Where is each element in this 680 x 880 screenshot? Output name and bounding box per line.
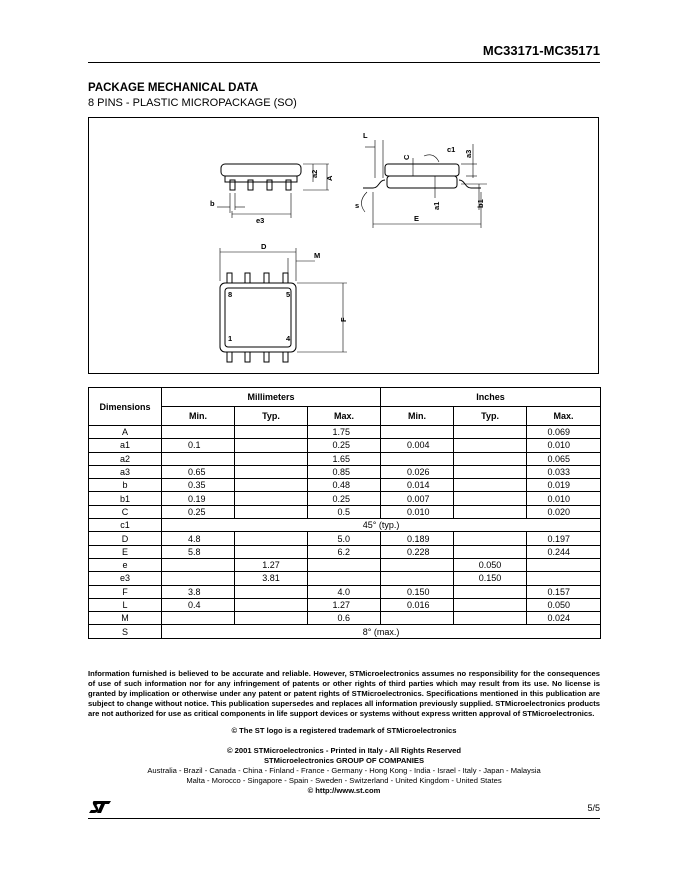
table-row	[89, 598, 601, 611]
value-cell-mm-max	[308, 572, 381, 585]
subheader-mm-min: Min.	[162, 407, 235, 426]
label-pin5: 5	[286, 290, 291, 299]
value-cell-in-typ	[454, 439, 527, 452]
dimension-cell: A	[89, 426, 162, 439]
value-cell-mm-max: 0.25	[308, 439, 381, 452]
value-cell-in-max: 0.065	[527, 452, 601, 465]
dimension-cell: S	[89, 625, 162, 638]
label-e3: e3	[256, 216, 265, 225]
dimension-cell: e3	[89, 572, 162, 585]
value-cell-mm-min: 5.8	[162, 545, 235, 558]
value-cell-in-min: 0.026	[381, 465, 454, 478]
table-row	[89, 585, 601, 598]
label-c1: c1	[447, 145, 456, 154]
value-cell-in-min	[381, 612, 454, 625]
value-cell-mm-min	[162, 612, 235, 625]
value-cell-mm-typ	[235, 426, 308, 439]
value-cell-in-typ	[454, 426, 527, 439]
value-cell-in-max: 0.020	[527, 505, 601, 518]
label-A: A	[325, 175, 334, 181]
value-cell-mm-min	[162, 558, 235, 571]
label-b: b	[210, 199, 215, 208]
footer-divider	[88, 818, 600, 819]
value-cell-in-max	[527, 558, 601, 571]
value-cell-in-typ	[454, 612, 527, 625]
value-cell-in-typ	[454, 452, 527, 465]
value-cell-mm-typ	[235, 439, 308, 452]
subheader-in-max: Max.	[527, 407, 601, 426]
value-cell-mm-typ	[235, 452, 308, 465]
section-title: PACKAGE MECHANICAL DATA	[88, 82, 259, 94]
dimensions-table	[88, 387, 601, 639]
value-cell-mm-min: 0.4	[162, 598, 235, 611]
countries-line-1: Australia - Brazil - Canada - China - Finland - France - Germany - Hong Kong - India - Israel - Italy - Japan - Malaysia	[147, 766, 541, 775]
span-value-cell: 45° (typ.)	[162, 519, 601, 532]
value-cell-mm-max: 0.48	[308, 479, 381, 492]
value-cell-mm-min: 0.35	[162, 479, 235, 492]
subheader-mm-max: Max.	[308, 407, 381, 426]
value-cell-in-typ	[454, 585, 527, 598]
value-cell-in-min: 0.004	[381, 439, 454, 452]
dimension-cell: D	[89, 532, 162, 545]
value-cell-in-typ	[454, 545, 527, 558]
value-cell-in-typ	[454, 505, 527, 518]
table-row	[89, 545, 601, 558]
value-cell-in-min: 0.016	[381, 598, 454, 611]
dimension-cell: b1	[89, 492, 162, 505]
value-cell-in-typ: 0.150	[454, 572, 527, 585]
value-cell-mm-min	[162, 426, 235, 439]
value-cell-in-max: 0.069	[527, 426, 601, 439]
value-cell-mm-max: 1.65	[308, 452, 381, 465]
value-cell-in-min: 0.150	[381, 585, 454, 598]
value-cell-in-max: 0.050	[527, 598, 601, 611]
subheader-in-typ: Typ.	[454, 407, 527, 426]
label-M: M	[314, 251, 321, 260]
value-cell-mm-typ	[235, 585, 308, 598]
label-b1: b1	[476, 199, 485, 208]
value-cell-mm-max: 0.5	[308, 505, 381, 518]
table-row	[89, 519, 601, 532]
label-s: s	[355, 201, 360, 210]
value-cell-mm-max: 5.0	[308, 532, 381, 545]
website-link[interactable]: © http://www.st.com	[307, 786, 381, 795]
value-cell-in-max: 0.157	[527, 585, 601, 598]
page-number: 5/5	[587, 803, 600, 813]
value-cell-in-max: 0.019	[527, 479, 601, 492]
value-cell-mm-min: 0.19	[162, 492, 235, 505]
group-name: STMicroelectronics GROUP OF COMPANIES	[263, 756, 425, 765]
dimension-cell: c1	[89, 519, 162, 532]
table-row	[89, 452, 601, 465]
table-row	[89, 558, 601, 571]
dimension-cell: a1	[89, 439, 162, 452]
dimension-cell: e	[89, 558, 162, 571]
dimension-cell: M	[89, 612, 162, 625]
dimension-cell: a3	[89, 465, 162, 478]
value-cell-mm-typ: 1.27	[235, 558, 308, 571]
value-cell-in-max: 0.010	[527, 439, 601, 452]
dimension-cell: C	[89, 505, 162, 518]
value-cell-mm-max	[308, 558, 381, 571]
value-cell-in-min	[381, 452, 454, 465]
table-row	[89, 465, 601, 478]
label-L: L	[363, 131, 368, 140]
table-row	[89, 572, 601, 585]
value-cell-mm-min: 4.8	[162, 532, 235, 545]
value-cell-in-min	[381, 426, 454, 439]
label-E: E	[414, 214, 420, 223]
document-title: MC33171-MC35171	[482, 43, 600, 58]
label-pin1: 1	[228, 334, 233, 343]
value-cell-mm-typ	[235, 492, 308, 505]
label-D: D	[261, 242, 267, 251]
value-cell-in-min: 0.189	[381, 532, 454, 545]
value-cell-in-max: 0.033	[527, 465, 601, 478]
label-a2: a2	[310, 169, 319, 178]
value-cell-in-min: 0.014	[381, 479, 454, 492]
value-cell-in-typ	[454, 465, 527, 478]
value-cell-in-min: 0.228	[381, 545, 454, 558]
value-cell-in-min: 0.007	[381, 492, 454, 505]
value-cell-in-typ	[454, 492, 527, 505]
table-row	[89, 426, 601, 439]
value-cell-in-typ	[454, 598, 527, 611]
legal-disclaimer: Information furnished is believed to be accurate and reliable. However, STMicroelectronics assumes no responsibility for the consequences of use of such information nor for any infringement of patents or other rights of third parties which may result from its use. No license is granted by implication or otherwise under any patent or patent rights of STMicroelectronics. Specifications mentioned in this publication are subject to change without notice. This publication supersedes and replaces all information previously supplied. STMicroelectronics products are not authorized for use as critical components in life support devices or systems without express written approval of STMicroelectronics.	[88, 669, 600, 718]
table-row	[89, 505, 601, 518]
label-pin8: 8	[228, 290, 233, 299]
copyright-notice: © 2001 STMicroelectronics - Printed in Italy - All Rights Reserved	[226, 746, 462, 755]
value-cell-mm-min: 3.8	[162, 585, 235, 598]
table-row	[89, 612, 601, 625]
value-cell-in-max: 0.024	[527, 612, 601, 625]
value-cell-mm-typ	[235, 465, 308, 478]
value-cell-mm-min: 0.25	[162, 505, 235, 518]
value-cell-mm-min: 0.1	[162, 439, 235, 452]
value-cell-mm-typ	[235, 598, 308, 611]
section-subtitle: 8 PINS - PLASTIC MICROPACKAGE (SO)	[88, 97, 297, 109]
value-cell-in-max	[527, 572, 601, 585]
table-row	[89, 492, 601, 505]
value-cell-mm-typ	[235, 545, 308, 558]
millimeters-header: Millimeters	[162, 388, 381, 407]
dimension-cell: a2	[89, 452, 162, 465]
trademark-notice: © The ST logo is a registered trademark of STMicroelectronics	[231, 726, 457, 735]
value-cell-in-min	[381, 572, 454, 585]
value-cell-in-typ	[454, 532, 527, 545]
dimensions-header: Dimensions	[89, 388, 162, 426]
value-cell-mm-min: 0.65	[162, 465, 235, 478]
value-cell-mm-max: 1.75	[308, 426, 381, 439]
span-value-cell: 8° (max.)	[162, 625, 601, 638]
subheader-mm-typ: Typ.	[235, 407, 308, 426]
value-cell-mm-max: 0.6	[308, 612, 381, 625]
table-row	[89, 439, 601, 452]
value-cell-in-max: 0.010	[527, 492, 601, 505]
value-cell-mm-max: 0.25	[308, 492, 381, 505]
value-cell-in-max: 0.197	[527, 532, 601, 545]
dimension-cell: E	[89, 545, 162, 558]
table-row	[89, 532, 601, 545]
inches-header: Inches	[381, 388, 601, 407]
subheader-in-min: Min.	[381, 407, 454, 426]
top-view	[220, 248, 347, 362]
package-drawing	[88, 117, 599, 374]
dimension-cell: L	[89, 598, 162, 611]
value-cell-mm-typ	[235, 532, 308, 545]
value-cell-mm-min	[162, 452, 235, 465]
value-cell-mm-max: 4.0	[308, 585, 381, 598]
value-cell-in-max: 0.244	[527, 545, 601, 558]
value-cell-in-min: 0.010	[381, 505, 454, 518]
value-cell-mm-typ	[235, 612, 308, 625]
countries-line-2: Malta - Morocco - Singapore - Spain - Sweden - Switzerland - United Kingdom - United States	[186, 776, 502, 785]
label-a3: a3	[464, 149, 473, 158]
value-cell-mm-max: 0.85	[308, 465, 381, 478]
st-logo	[88, 800, 112, 814]
dimension-cell: F	[89, 585, 162, 598]
value-cell-mm-typ	[235, 505, 308, 518]
value-cell-mm-min	[162, 572, 235, 585]
label-pin4: 4	[286, 334, 291, 343]
value-cell-mm-typ: 3.81	[235, 572, 308, 585]
header-divider	[88, 62, 600, 63]
value-cell-in-typ	[454, 479, 527, 492]
table-row	[89, 479, 601, 492]
label-F: F	[339, 317, 348, 322]
dimension-cell: b	[89, 479, 162, 492]
value-cell-mm-max: 6.2	[308, 545, 381, 558]
value-cell-in-min	[381, 558, 454, 571]
value-cell-mm-typ	[235, 479, 308, 492]
value-cell-mm-max: 1.27	[308, 598, 381, 611]
label-a1: a1	[432, 201, 441, 210]
table-row	[89, 625, 601, 638]
value-cell-in-typ: 0.050	[454, 558, 527, 571]
label-C: C	[402, 154, 411, 160]
